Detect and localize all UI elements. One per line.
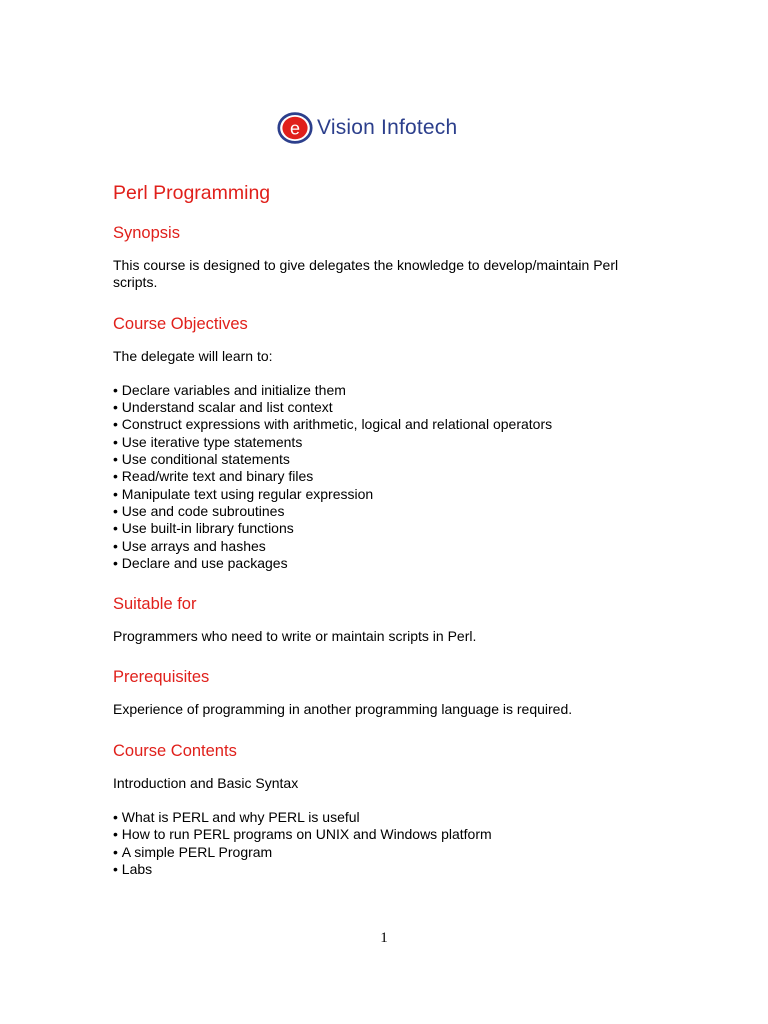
list-item: • How to run PERL programs on UNIX and Windows platform <box>113 826 713 843</box>
contents-list <box>113 809 713 878</box>
list-item: • Use conditional statements <box>113 451 713 468</box>
list-item: • Use arrays and hashes <box>113 538 713 555</box>
list-item: • Use built-in library functions <box>113 520 713 537</box>
company-logo <box>277 108 457 148</box>
list-item: • Labs <box>113 861 713 878</box>
list-item: • Declare variables and initialize them <box>113 382 713 399</box>
contents-intro: Introduction and Basic Syntax <box>113 774 299 791</box>
synopsis-text: This course is designed to give delegates the knowledge to develop/maintain Perl scripts. <box>113 257 619 291</box>
logo-text: Vision Infotech <box>317 116 458 139</box>
list-item: • Use iterative type statements <box>113 434 713 451</box>
objectives-list <box>113 382 713 572</box>
prerequisites-text: Experience of programming in another programming language is required. <box>113 701 573 718</box>
document-body <box>113 178 713 878</box>
objectives-intro: The delegate will learn to: <box>113 347 273 364</box>
list-item: • Declare and use packages <box>113 555 713 572</box>
list-item: • Construct expressions with arithmetic, logical and relational operators <box>113 416 713 433</box>
page-number: 1 <box>380 930 388 946</box>
list-item: • What is PERL and why PERL is useful <box>113 809 713 826</box>
e-logo-icon <box>277 110 313 146</box>
page-title: Perl Programming <box>113 182 271 204</box>
contents-heading: Course Contents <box>113 741 237 760</box>
prerequisites-heading: Prerequisites <box>113 668 210 687</box>
synopsis-heading: Synopsis <box>113 224 180 242</box>
list-item: • Manipulate text using regular expression <box>113 486 713 503</box>
objectives-heading: Course Objectives <box>113 314 248 333</box>
list-item: • Use and code subroutines <box>113 503 713 520</box>
svg-text:e: e <box>289 118 301 139</box>
suitable-text: Programmers who need to write or maintain scripts in Perl. <box>113 628 477 645</box>
list-item: • A simple PERL Program <box>113 844 713 861</box>
list-item: • Understand scalar and list context <box>113 399 713 416</box>
list-item: • Read/write text and binary files <box>113 468 713 485</box>
suitable-heading: Suitable for <box>113 595 197 614</box>
